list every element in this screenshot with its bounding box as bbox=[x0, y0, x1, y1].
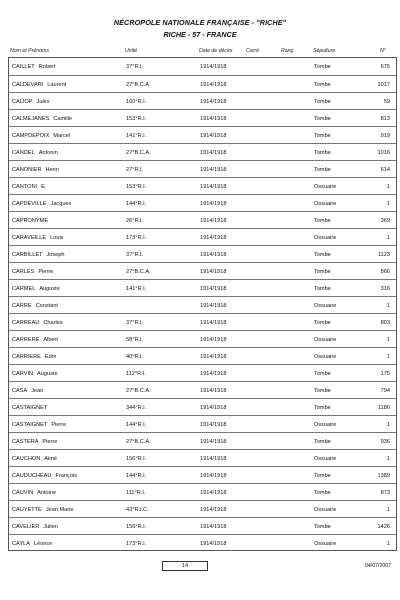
page-number: 14 bbox=[162, 561, 208, 571]
death-date: 1914/1918 bbox=[200, 252, 227, 258]
soldier-name bbox=[12, 320, 63, 326]
burial-type: Tombe bbox=[314, 388, 331, 394]
grave-number: 316 bbox=[380, 286, 390, 292]
unit: 144°R.I. bbox=[126, 422, 147, 428]
grave-number: 1 bbox=[386, 337, 390, 343]
burial-type: Tombe bbox=[314, 490, 331, 496]
grave-number: 1186 bbox=[377, 405, 390, 411]
death-date: 1914/1918 bbox=[200, 320, 227, 326]
grave-number: 1 bbox=[386, 201, 390, 207]
burial-type: Ossuaire bbox=[314, 507, 337, 513]
last-name: CALIOP bbox=[12, 99, 33, 105]
burial-type: Tombe bbox=[314, 82, 331, 88]
burial-type: Tombe bbox=[314, 405, 331, 411]
first-name: Pierre bbox=[42, 439, 58, 445]
burial-type: Ossuaire bbox=[314, 422, 337, 428]
unit: 43°R.I.C. bbox=[126, 507, 149, 513]
last-name: CAUVIN bbox=[12, 490, 34, 496]
table-row bbox=[9, 177, 396, 194]
table-row bbox=[9, 381, 396, 398]
burial-type: Ossuaire bbox=[314, 456, 337, 462]
first-name: Jean Marie bbox=[45, 507, 74, 513]
soldier-name bbox=[12, 201, 71, 207]
column-header-name: Nom et Prénoms bbox=[10, 48, 49, 54]
last-name: CASA bbox=[12, 388, 28, 394]
soldier-name bbox=[12, 269, 53, 275]
death-date: 1914/1918 bbox=[200, 82, 227, 88]
first-name: Jacques bbox=[50, 201, 72, 207]
first-name: Robert bbox=[38, 64, 56, 70]
grave-number: 1 bbox=[386, 456, 390, 462]
death-date: 1914/1918 bbox=[200, 286, 227, 292]
table-row bbox=[9, 58, 396, 75]
table-row bbox=[9, 75, 396, 92]
table-row bbox=[9, 347, 396, 364]
column-header-number: N° bbox=[380, 48, 386, 54]
grave-number: 369 bbox=[380, 218, 390, 224]
unit: 153°R.I. bbox=[126, 116, 147, 122]
last-name: CASTERA bbox=[12, 439, 39, 445]
grave-number: 1 bbox=[386, 235, 390, 241]
burial-type: Tombe bbox=[314, 269, 331, 275]
grave-number: 866 bbox=[380, 269, 390, 275]
death-date: 1914/1918 bbox=[200, 150, 227, 156]
last-name: CASTAIGNET bbox=[12, 422, 48, 428]
grave-number: 1 bbox=[386, 354, 390, 360]
grave-number: 1 bbox=[386, 541, 390, 547]
burial-type: Ossuaire bbox=[314, 235, 337, 241]
death-date: 1914/1918 bbox=[200, 218, 227, 224]
grave-number: 1426 bbox=[377, 524, 390, 530]
last-name: CAMPDEPOIX bbox=[12, 133, 50, 139]
soldier-name bbox=[12, 371, 58, 377]
first-name: Julien bbox=[43, 524, 58, 530]
burial-type: Tombe bbox=[314, 320, 331, 326]
first-name: Henri bbox=[45, 167, 59, 173]
last-name: CARLES bbox=[12, 269, 35, 275]
death-date: 1914/1918 bbox=[200, 439, 227, 445]
unit: 173°R.I. bbox=[126, 235, 147, 241]
soldier-name bbox=[12, 524, 58, 530]
table-row bbox=[9, 364, 396, 381]
unit: 26°R.I. bbox=[126, 218, 144, 224]
soldier-name bbox=[12, 405, 51, 411]
death-date: 1914/1918 bbox=[200, 235, 227, 241]
first-name: Pierre bbox=[51, 422, 67, 428]
soldier-name bbox=[12, 133, 70, 139]
burial-type: Tombe bbox=[314, 252, 331, 258]
column-header-unit: Unité bbox=[125, 48, 138, 54]
soldier-name bbox=[12, 422, 66, 428]
table-row bbox=[9, 194, 396, 211]
soldier-name bbox=[12, 354, 56, 360]
death-date: 1914/1918 bbox=[200, 490, 227, 496]
last-name: CAYLA bbox=[12, 541, 30, 547]
first-name: Jules bbox=[36, 99, 50, 105]
table-row bbox=[9, 313, 396, 330]
burial-type: Tombe bbox=[314, 64, 331, 70]
burial-type: Ossuaire bbox=[314, 201, 337, 207]
first-name: Auguste bbox=[37, 371, 58, 377]
grave-number: 794 bbox=[380, 388, 390, 394]
unit: 141°R.I. bbox=[126, 286, 147, 292]
death-date: 1914/1918 bbox=[200, 354, 227, 360]
death-date: 1914/1918 bbox=[200, 303, 227, 309]
last-name: CAVELIER bbox=[12, 524, 40, 530]
burial-type: Tombe bbox=[314, 99, 331, 105]
grave-number: 936 bbox=[380, 439, 390, 445]
grave-number: 1 bbox=[386, 422, 390, 428]
soldier-name bbox=[12, 218, 52, 224]
unit: 40°R.I. bbox=[126, 354, 144, 360]
burial-type: Tombe bbox=[314, 218, 331, 224]
table-row bbox=[9, 92, 396, 109]
unit: 58°R.I. bbox=[126, 337, 144, 343]
death-date: 1914/1918 bbox=[200, 269, 227, 275]
column-header-death-date: Date de décès bbox=[199, 48, 233, 54]
column-header-rang: Rang bbox=[281, 48, 294, 54]
last-name: CARRE bbox=[12, 303, 32, 309]
grave-number: 59 bbox=[383, 99, 390, 105]
death-date: 1914/1918 bbox=[200, 371, 227, 377]
grave-number: 1389 bbox=[377, 473, 390, 479]
burial-type: Tombe bbox=[314, 371, 331, 377]
grave-number: 675 bbox=[380, 64, 390, 70]
death-date: 1914/1918 bbox=[200, 201, 227, 207]
column-header-burial: Sépulture bbox=[313, 48, 336, 54]
last-name: CARBILLET bbox=[12, 252, 43, 258]
first-name: Laurent bbox=[47, 82, 67, 88]
soldier-name bbox=[12, 286, 60, 292]
page-subtitle: RICHE - 57 - FRANCE bbox=[163, 30, 237, 39]
first-name: Aimé bbox=[44, 456, 58, 462]
death-date: 1914/1918 bbox=[200, 422, 227, 428]
soldier-name bbox=[12, 388, 43, 394]
grave-number: 873 bbox=[380, 490, 390, 496]
last-name: CARAVEILLE bbox=[12, 235, 47, 241]
table-row bbox=[9, 517, 396, 534]
first-name: Auguste bbox=[39, 286, 60, 292]
first-name: Camille bbox=[53, 116, 72, 122]
grave-number: 813 bbox=[380, 116, 390, 122]
grave-number: 1017 bbox=[377, 82, 390, 88]
burial-type: Ossuaire bbox=[314, 184, 337, 190]
soldier-name bbox=[12, 82, 66, 88]
first-name: Pierre bbox=[38, 269, 54, 275]
print-date: 04/07/2007 bbox=[365, 563, 391, 569]
grave-number: 175 bbox=[380, 371, 390, 377]
soldier-name bbox=[12, 303, 58, 309]
last-name: CARREAU bbox=[12, 320, 40, 326]
burial-type: Ossuaire bbox=[314, 303, 337, 309]
soldier-name bbox=[12, 150, 58, 156]
death-date: 1914/1918 bbox=[200, 184, 227, 190]
burial-type: Tombe bbox=[314, 473, 331, 479]
grave-number: 614 bbox=[380, 167, 390, 173]
death-date: 1914/1918 bbox=[200, 64, 227, 70]
death-date: 1914/1918 bbox=[200, 337, 227, 343]
grave-number: 919 bbox=[380, 133, 390, 139]
last-name: CARRIERE bbox=[12, 354, 41, 360]
unit: 144°R.I. bbox=[126, 473, 147, 479]
first-name: François bbox=[55, 473, 77, 479]
soldier-name bbox=[12, 252, 65, 258]
table-row bbox=[9, 109, 396, 126]
unit: 156°R.I. bbox=[126, 456, 147, 462]
table-row bbox=[9, 449, 396, 466]
table-row bbox=[9, 228, 396, 245]
last-name: CAUYETTE bbox=[12, 507, 42, 513]
unit: 27°B.C.A. bbox=[126, 150, 151, 156]
burial-type: Tombe bbox=[314, 116, 331, 122]
first-name: Antoine bbox=[37, 490, 57, 496]
unit: 37°R.I. bbox=[126, 252, 144, 258]
death-date: 1914/1918 bbox=[200, 473, 227, 479]
soldier-name bbox=[12, 337, 58, 343]
table-row bbox=[9, 245, 396, 262]
first-name: Antonin bbox=[38, 150, 58, 156]
last-name: CAILLET bbox=[12, 64, 35, 70]
soldier-name bbox=[12, 99, 50, 105]
last-name: CASTAIGNET bbox=[12, 405, 48, 411]
soldier-name bbox=[12, 541, 52, 547]
unit: 173°R.I. bbox=[126, 541, 147, 547]
soldier-name bbox=[12, 167, 59, 173]
unit: 344°R.I. bbox=[126, 405, 147, 411]
burial-type: Ossuaire bbox=[314, 541, 337, 547]
last-name: CANONIER bbox=[12, 167, 42, 173]
death-date: 1914/1918 bbox=[200, 133, 227, 139]
last-name: CAUDUCHEAU bbox=[12, 473, 52, 479]
table-row bbox=[9, 415, 396, 432]
first-name: Jean bbox=[31, 388, 44, 394]
first-name: E. bbox=[41, 184, 47, 190]
unit: 37°R.I. bbox=[126, 320, 144, 326]
soldier-name bbox=[12, 116, 72, 122]
burial-type: Ossuaire bbox=[314, 354, 337, 360]
grave-number: 1 bbox=[386, 507, 390, 513]
table-row bbox=[9, 534, 396, 551]
burial-type: Tombe bbox=[314, 439, 331, 445]
first-name: Joseph bbox=[46, 252, 65, 258]
burial-type: Tombe bbox=[314, 286, 331, 292]
death-date: 1914/1918 bbox=[200, 388, 227, 394]
last-name: CARVIN bbox=[12, 371, 34, 377]
page-title: NÉCROPOLE NATIONALE FRANÇAISE - "RICHE" bbox=[113, 18, 287, 27]
table-row bbox=[9, 211, 396, 228]
death-date: 1914/1918 bbox=[200, 405, 227, 411]
first-name: Louis bbox=[50, 235, 64, 241]
table-row bbox=[9, 262, 396, 279]
grave-number: 803 bbox=[380, 320, 390, 326]
death-date: 1914/1918 bbox=[200, 99, 227, 105]
last-name: CARMEL bbox=[12, 286, 36, 292]
last-name: CANDEL bbox=[12, 150, 35, 156]
unit: 37°R.I. bbox=[126, 64, 144, 70]
death-date: 1914/1918 bbox=[200, 456, 227, 462]
last-name: CALDEVARI bbox=[12, 82, 44, 88]
table-row bbox=[9, 160, 396, 177]
table-row bbox=[9, 432, 396, 449]
unit: 112°R.I. bbox=[126, 371, 146, 377]
burial-type: Tombe bbox=[314, 133, 331, 139]
table-row bbox=[9, 483, 396, 500]
last-name: CAPDEVILLE bbox=[12, 201, 47, 207]
soldier-name bbox=[12, 490, 56, 496]
first-name: Edm bbox=[44, 354, 57, 360]
soldier-name bbox=[12, 64, 56, 70]
unit: 160°R.I. bbox=[126, 99, 147, 105]
death-date: 1914/1918 bbox=[200, 524, 227, 530]
death-date: 1914/1918 bbox=[200, 116, 227, 122]
soldier-name bbox=[12, 235, 63, 241]
death-date: 1914/1918 bbox=[200, 507, 227, 513]
unit: 27°B.C.A. bbox=[126, 82, 151, 88]
last-name: CARRERE bbox=[12, 337, 40, 343]
grave-number: 1 bbox=[386, 184, 390, 190]
grave-number: 1016 bbox=[377, 150, 390, 156]
unit: 156°R.I. bbox=[126, 524, 147, 530]
unit: 27°B.C.A. bbox=[126, 269, 151, 275]
last-name: CAPRONYME bbox=[12, 218, 49, 224]
soldier-name bbox=[12, 184, 46, 190]
unit: 27°B.C.A. bbox=[126, 439, 151, 445]
unit: 144°R.I. bbox=[126, 201, 147, 207]
first-name: Léonce bbox=[33, 541, 53, 547]
first-name: Marcel bbox=[53, 133, 71, 139]
burial-type: Tombe bbox=[314, 524, 331, 530]
soldier-name bbox=[12, 456, 57, 462]
table-row bbox=[9, 143, 396, 160]
table-row bbox=[9, 296, 396, 313]
soldier-name bbox=[12, 507, 74, 513]
last-name: CALMEJANES bbox=[12, 116, 50, 122]
table-row bbox=[9, 330, 396, 347]
unit: 27°B.C.A. bbox=[126, 388, 151, 394]
last-name: CAUCHON bbox=[12, 456, 41, 462]
first-name: Charles bbox=[43, 320, 63, 326]
grave-number: 1 bbox=[386, 303, 390, 309]
grave-number: 1123 bbox=[377, 252, 390, 258]
table-row bbox=[9, 500, 396, 517]
death-date: 1914/1918 bbox=[200, 541, 227, 547]
burial-type: Tombe bbox=[314, 150, 331, 156]
table-row bbox=[9, 126, 396, 143]
table-row bbox=[9, 466, 396, 483]
burial-type: Ossuaire bbox=[314, 337, 337, 343]
burial-type: Tombe bbox=[314, 167, 331, 173]
unit: 111°R.I. bbox=[126, 490, 146, 496]
unit: 153°R.I. bbox=[126, 184, 147, 190]
death-date: 1914/1918 bbox=[200, 167, 227, 173]
first-name: Albert bbox=[43, 337, 58, 343]
last-name: CANTONI bbox=[12, 184, 38, 190]
table-row bbox=[9, 279, 396, 296]
unit: 27°R.I. bbox=[126, 167, 144, 173]
burial-table bbox=[8, 57, 397, 551]
unit: 141°R.I. bbox=[126, 133, 147, 139]
table-row bbox=[9, 398, 396, 415]
soldier-name bbox=[12, 439, 57, 445]
soldier-name bbox=[12, 473, 77, 479]
first-name: Constant bbox=[35, 303, 58, 309]
column-header-carre: Carré bbox=[246, 48, 259, 54]
